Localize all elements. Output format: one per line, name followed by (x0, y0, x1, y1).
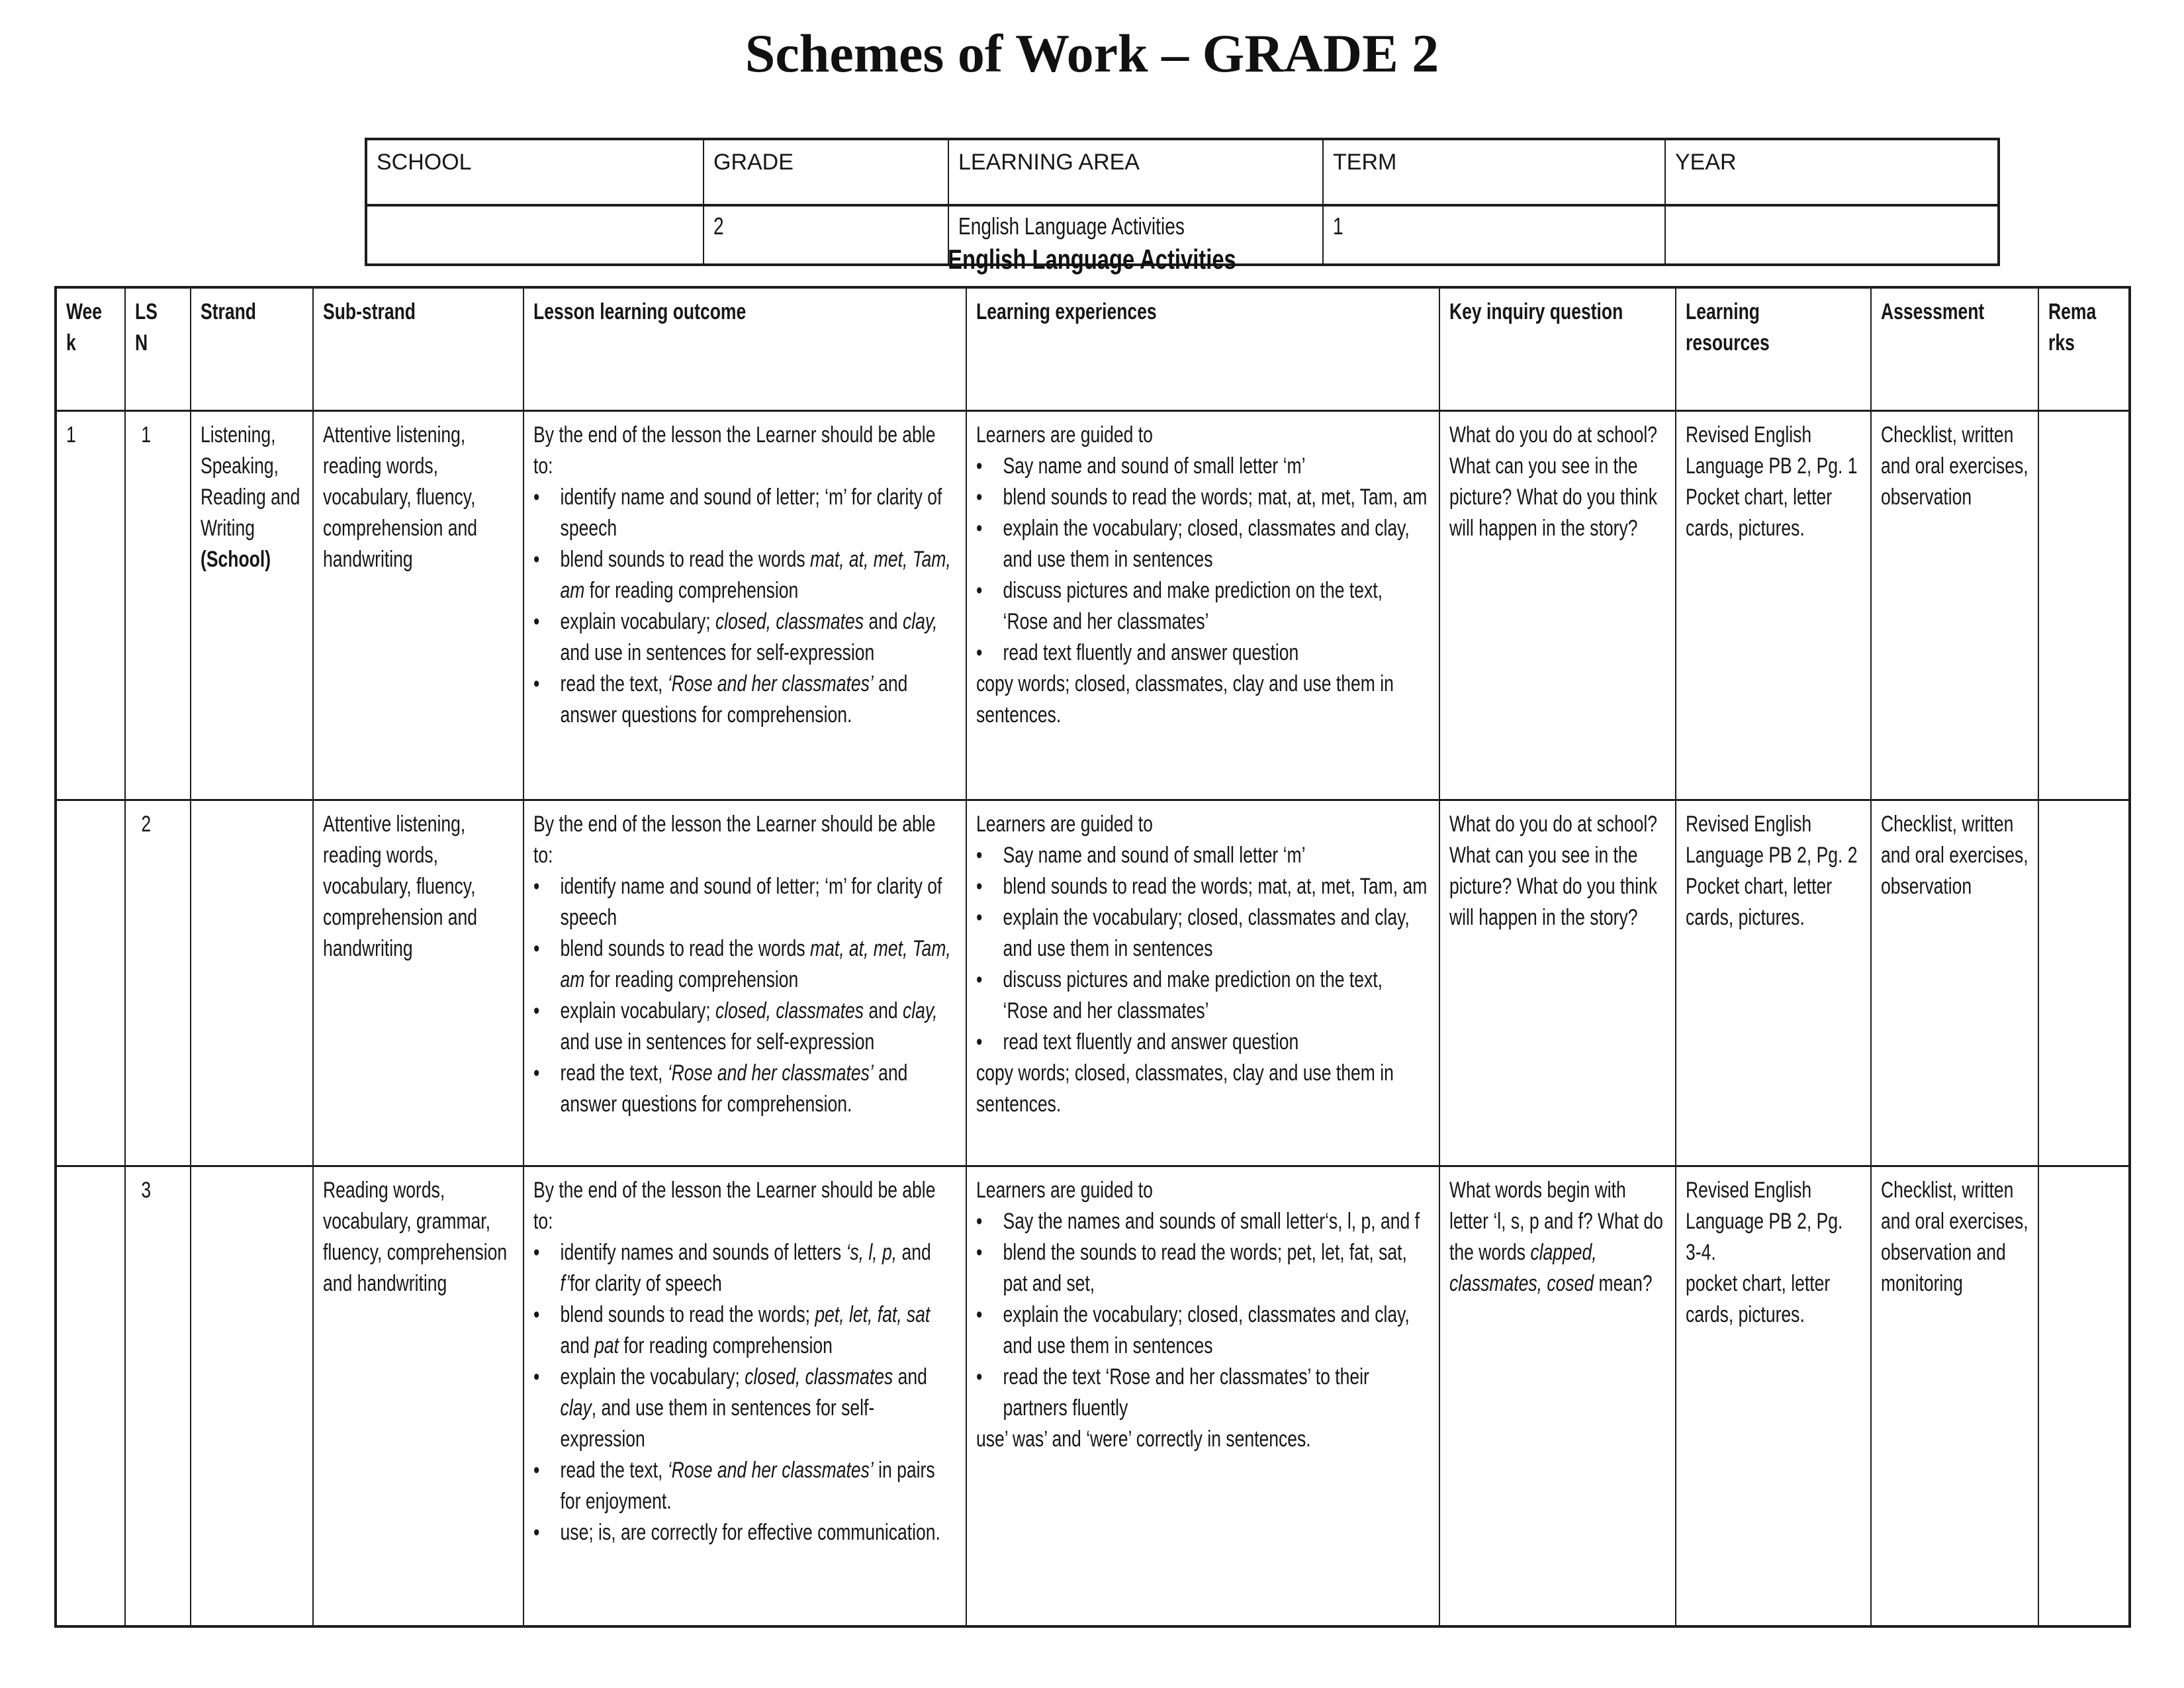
info-label-row (366, 139, 1999, 205)
cell-r3-outcome: By the end of the lesson the Learner should be able to: • identify names and sounds of letters ‘s, l, p, and f’for clarity of speech • blend sounds to read the words; pet, let, fat, sat and pat for reading comprehension • explain the vocabulary; closed, classmates and clay, and use them in sentences for self-expression • read the text, ‘Rose and her classmates’ in pairs for enjoyment. • use; is, are correctly for effective communication. (523, 1166, 966, 1627)
info-value-learning-area: English Language Activities (948, 205, 1323, 265)
cell-r1-resources: Revised English Language PB 2, Pg. 1 Pocket chart, letter cards, pictures. (1676, 411, 1871, 800)
lesson-row-2 (56, 800, 2130, 1166)
cell-r2-week (56, 800, 125, 1166)
info-value-term: 1 (1323, 205, 1665, 265)
cell-r3-strand (191, 1166, 313, 1627)
header-remarks: Remarks (2038, 287, 2130, 411)
cell-r1-experiences: Learners are guided to • Say name and sound of small letter ‘m’ • blend sounds to read the words; mat, at, met, Tam, am • explain the vocabulary; closed, classmates and clay, and use them in sentences • discuss pictures and make prediction on the text, ‘Rose and her classmates’ • read text fluently and answer question copy words; closed, classmates, clay and use them in sentences. (966, 411, 1439, 800)
lesson-row-1 (56, 411, 2130, 800)
cell-r2-assessment: Checklist, written and oral exercises, observation (1871, 800, 2038, 1166)
cell-r3-resources: Revised English Language PB 2, Pg. 3-4. pocket chart, letter cards, pictures. (1676, 1166, 1871, 1627)
cell-r2-strand (191, 800, 313, 1166)
cell-r1-inquiry: What do you do at school? What can you see in the picture? What do you think will happen in the story? (1439, 411, 1676, 800)
cell-r2-remarks (2038, 800, 2130, 1166)
cell-r3-assessment: Checklist, written and oral exercises, observation and monitoring (1871, 1166, 2038, 1627)
cell-r2-inquiry: What do you do at school? What can you see in the picture? What do you think will happen in the story? (1439, 800, 1676, 1166)
cell-r3-lsn: 3 (125, 1166, 191, 1627)
cell-r3-experiences: Learners are guided to • Say the names and sounds of small letter‘s, l, p, and f • blend the sounds to read the words; pet, let, fat, sat, pat and set, • explain the vocabulary; closed, classmates and clay, and use them in sentences • read the text ‘Rose and her classmates’ to their partners fluently use’ was’ and ‘were’ correctly in sentences. (966, 1166, 1439, 1627)
cell-r1-assessment: Checklist, written and oral exercises, observation (1871, 411, 2038, 800)
cell-r1-substrand: Attentive listening, reading words, vocabulary, fluency, comprehension and handwriting (313, 411, 523, 800)
info-label-term: TERM (1323, 139, 1665, 205)
lesson-row-3 (56, 1166, 2130, 1627)
cell-r3-substrand: Reading words, vocabulary, grammar, fluency, comprehension and handwriting (313, 1166, 523, 1627)
document-title: Schemes of Work – GRADE 2 (745, 23, 1439, 83)
cell-r2-experiences: Learners are guided to • Say name and sound of small letter ‘m’ • blend sounds to read the words; mat, at, met, Tam, am • explain the vocabulary; closed, classmates and clay, and use them in sentences • discuss pictures and make prediction on the text, ‘Rose and her classmates’ • read text fluently and answer question copy words; closed, classmates, clay and use them in sentences. (966, 800, 1439, 1166)
schemes-table (54, 286, 2131, 1628)
header-lesson-learning-outcome: Lesson learning outcome (523, 287, 966, 411)
header-key-inquiry-question: Key inquiry question (1439, 287, 1676, 411)
cell-r1-strand: Listening, Speaking, Reading and Writing (School) (191, 411, 313, 800)
info-label-year: YEAR (1665, 139, 1999, 205)
header-lsn: LSN (125, 287, 191, 411)
cell-r1-lsn: 1 (125, 411, 191, 800)
cell-r1-remarks (2038, 411, 2130, 800)
cell-r2-resources: Revised English Language PB 2, Pg. 2 Pocket chart, letter cards, pictures. (1676, 800, 1871, 1166)
header-learning-experiences: Learning experiences (966, 287, 1439, 411)
cell-r2-substrand: Attentive listening, reading words, vocabulary, fluency, comprehension and handwriting (313, 800, 523, 1166)
cell-r3-inquiry: What words begin with letter ‘l, s, p and f? What do the words clapped, classmates, cosed mean? (1439, 1166, 1676, 1627)
cell-r2-outcome: By the end of the lesson the Learner should be able to: • identify name and sound of letter; ‘m’ for clarity of speech • blend sounds to read the words mat, at, met, Tam, am for reading comprehension • explain vocabulary; closed, classmates and clay, and use in sentences for self-expression • read the text, ‘Rose and her classmates’ and answer questions for comprehension. (523, 800, 966, 1166)
header-strand: Strand (191, 287, 313, 411)
info-label-grade: GRADE (704, 139, 948, 205)
cell-r3-week (56, 1166, 125, 1627)
header-sub-strand: Sub-strand (313, 287, 523, 411)
header-assessment: Assessment (1871, 287, 2038, 411)
cell-r1-week: 1 (56, 411, 125, 800)
header-learning-resources: Learning resources (1676, 287, 1871, 411)
header-week: Week (56, 287, 125, 411)
table-header-row (56, 287, 2130, 411)
info-label-school: SCHOOL (366, 139, 704, 205)
info-label-learning-area: LEARNING AREA (948, 139, 1323, 205)
section-subtitle: English Language Activities (948, 244, 1236, 275)
cell-r1-outcome: By the end of the lesson the Learner should be able to: • identify name and sound of letter; ‘m’ for clarity of speech • blend sounds to read the words mat, at, met, Tam, am for reading comprehension • explain vocabulary; closed, classmates and clay, and use in sentences for self-expression • read the text, ‘Rose and her classmates’ and answer questions for comprehension. (523, 411, 966, 800)
cell-r2-lsn: 2 (125, 800, 191, 1166)
info-value-grade: 2 (704, 205, 948, 265)
cell-r3-remarks (2038, 1166, 2130, 1627)
